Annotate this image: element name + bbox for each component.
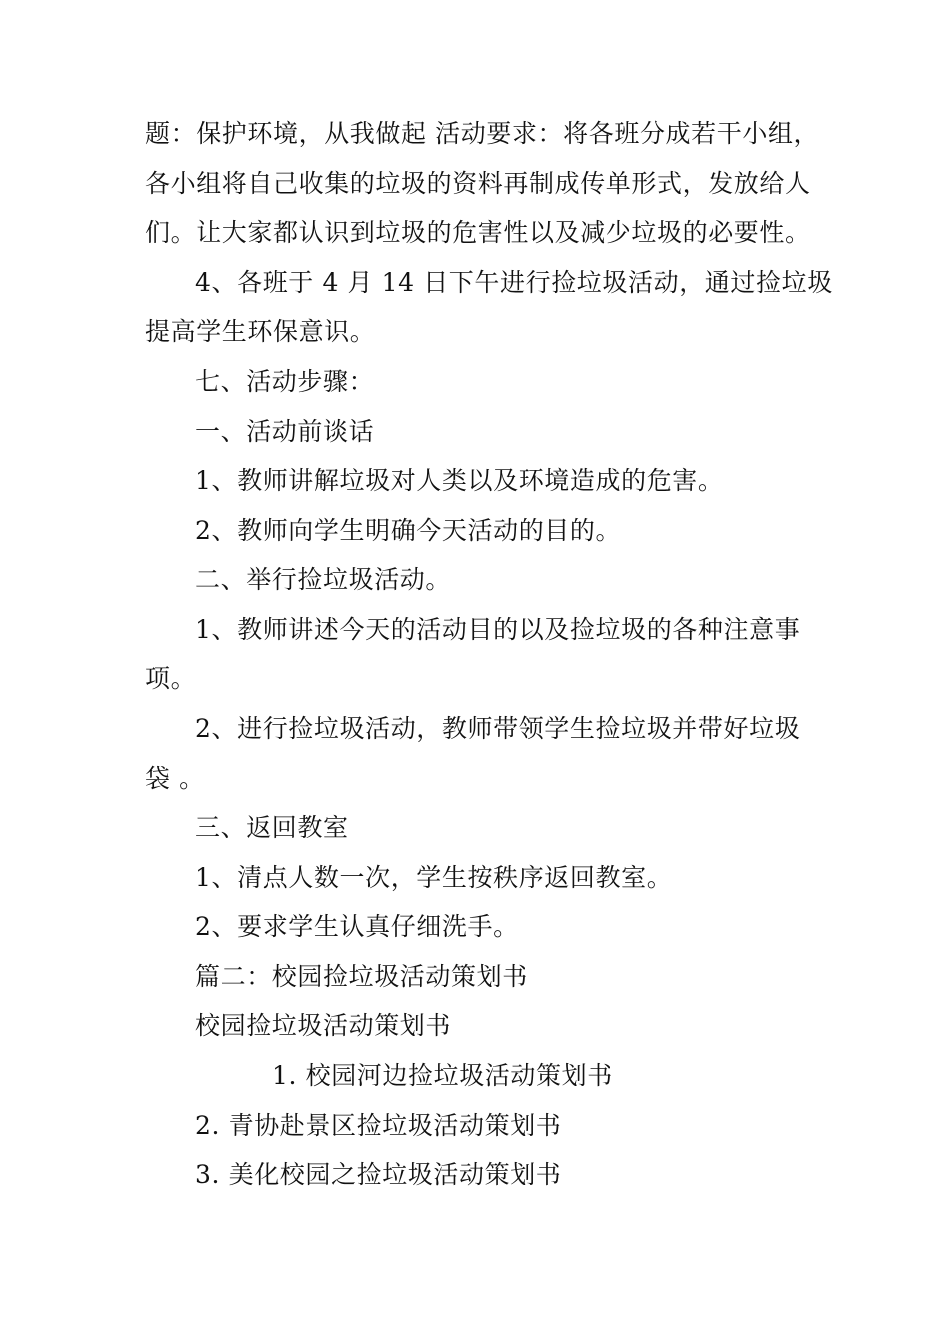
document-title: 校园捡垃圾活动策划书	[195, 1011, 452, 1040]
text-line: 4、各班于 4 月 14 日下午进行捡垃圾活动，通过捡垃圾	[195, 268, 833, 297]
section-heading: 七、活动步骤：	[195, 367, 375, 396]
text-line: 1、清点人数一次，学生按秩序返回教室。	[195, 863, 673, 892]
text-line: 各小组将自己收集的垃圾的资料再制成传单形式，发放给人	[145, 169, 811, 198]
part-heading: 篇二：校园捡垃圾活动策划书	[195, 962, 528, 991]
text-line: 题：保护环境，从我做起 活动要求：将各班分成若干小组，	[145, 119, 820, 148]
text-line: 1、教师讲述今天的活动目的以及捡垃圾的各种注意事	[195, 615, 801, 644]
text-line: 项。	[145, 664, 197, 693]
text-line: 提高学生环保意识。	[145, 317, 376, 346]
text-line: 1、教师讲解垃圾对人类以及环境造成的危害。	[195, 466, 724, 495]
list-item: 3. 美化校园之捡垃圾活动策划书	[195, 1160, 562, 1189]
list-item: 1. 校园河边捡垃圾活动策划书	[272, 1061, 613, 1090]
section-heading: 一、活动前谈话	[195, 417, 375, 446]
text-line: 2、进行捡垃圾活动，教师带领学生捡垃圾并带好垃圾	[195, 714, 801, 743]
section-heading: 二、举行捡垃圾活动。	[195, 565, 452, 594]
text-line: 2、要求学生认真仔细洗手。	[195, 912, 519, 941]
section-heading: 三、返回教室	[195, 813, 349, 842]
text-line: 们。让大家都认识到垃圾的危害性以及减少垃圾的必要性。	[145, 218, 811, 247]
list-item: 2. 青协赴景区捡垃圾活动策划书	[195, 1111, 562, 1140]
text-line: 袋 。	[145, 764, 205, 793]
text-line: 2、教师向学生明确今天活动的目的。	[195, 516, 622, 545]
